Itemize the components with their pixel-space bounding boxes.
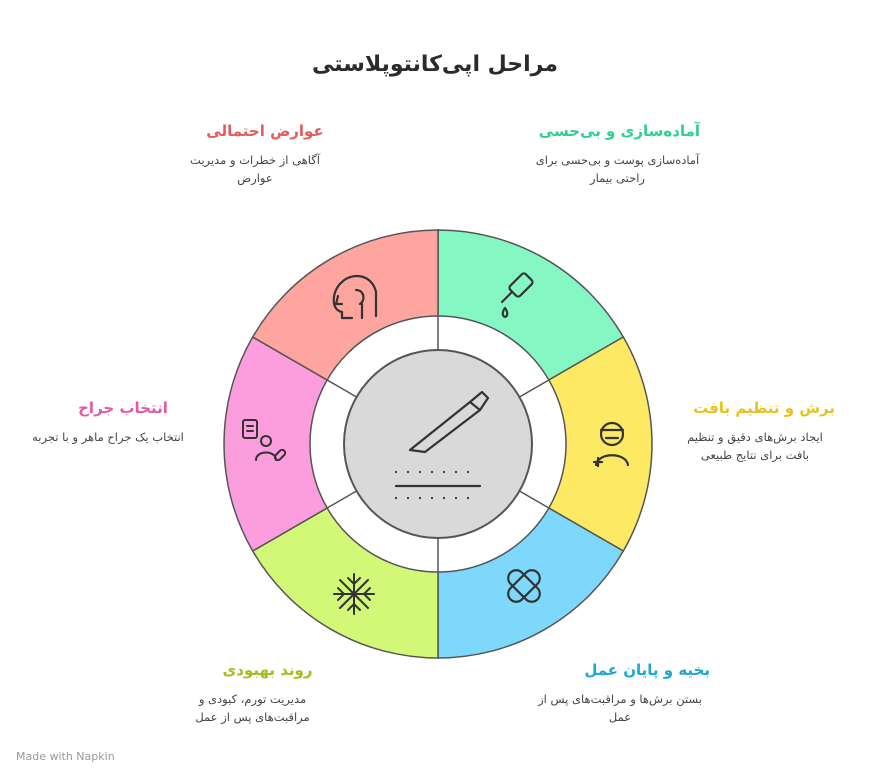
stage-cut-desc: ایجاد برش‌های دقیق و تنظیم بافت برای نتایج طبیعی (687, 430, 823, 462)
stage-suture (530, 661, 710, 727)
page-title: مراحل اپی‌کانتوپلاستی (312, 52, 558, 77)
stage-risk-title: عوارض احتمالی (206, 122, 324, 140)
stage-suture-title: بخیه و پایان عمل (584, 661, 710, 679)
stage-cut-title: برش و تنظیم بافت (693, 399, 835, 417)
stage-recovery-desc: مدیریت تورم، کبودی و مراقبت‌های پس از عمل (195, 692, 310, 724)
stage-cut (675, 399, 835, 465)
stage-prep (535, 122, 700, 188)
stage-recovery-title: روند بهبودی (222, 661, 313, 679)
stage-surgeon-desc: انتخاب یک جراح ماهر و با تجربه (32, 430, 184, 444)
napkin-credit[interactable]: Made with Napkin (16, 750, 115, 763)
stage-risk (180, 122, 330, 188)
stage-suture-desc: بستن برش‌ها و مراقبت‌های پس از عمل (538, 692, 702, 724)
center-disk (344, 350, 532, 538)
stage-surgeon-title: انتخاب جراح (78, 399, 168, 417)
stage-recovery (175, 661, 330, 727)
stage-prep-desc: آماده‌سازی پوست و بی‌حسی برای راحتی بیمار (535, 153, 700, 185)
stage-surgeon (18, 399, 198, 447)
stage-prep-title: آماده‌سازی و بی‌حسی (538, 122, 700, 140)
snowflake-icon (334, 574, 374, 614)
stage-risk-desc: آگاهی از خطرات و مدیریت عوارض (190, 153, 320, 185)
